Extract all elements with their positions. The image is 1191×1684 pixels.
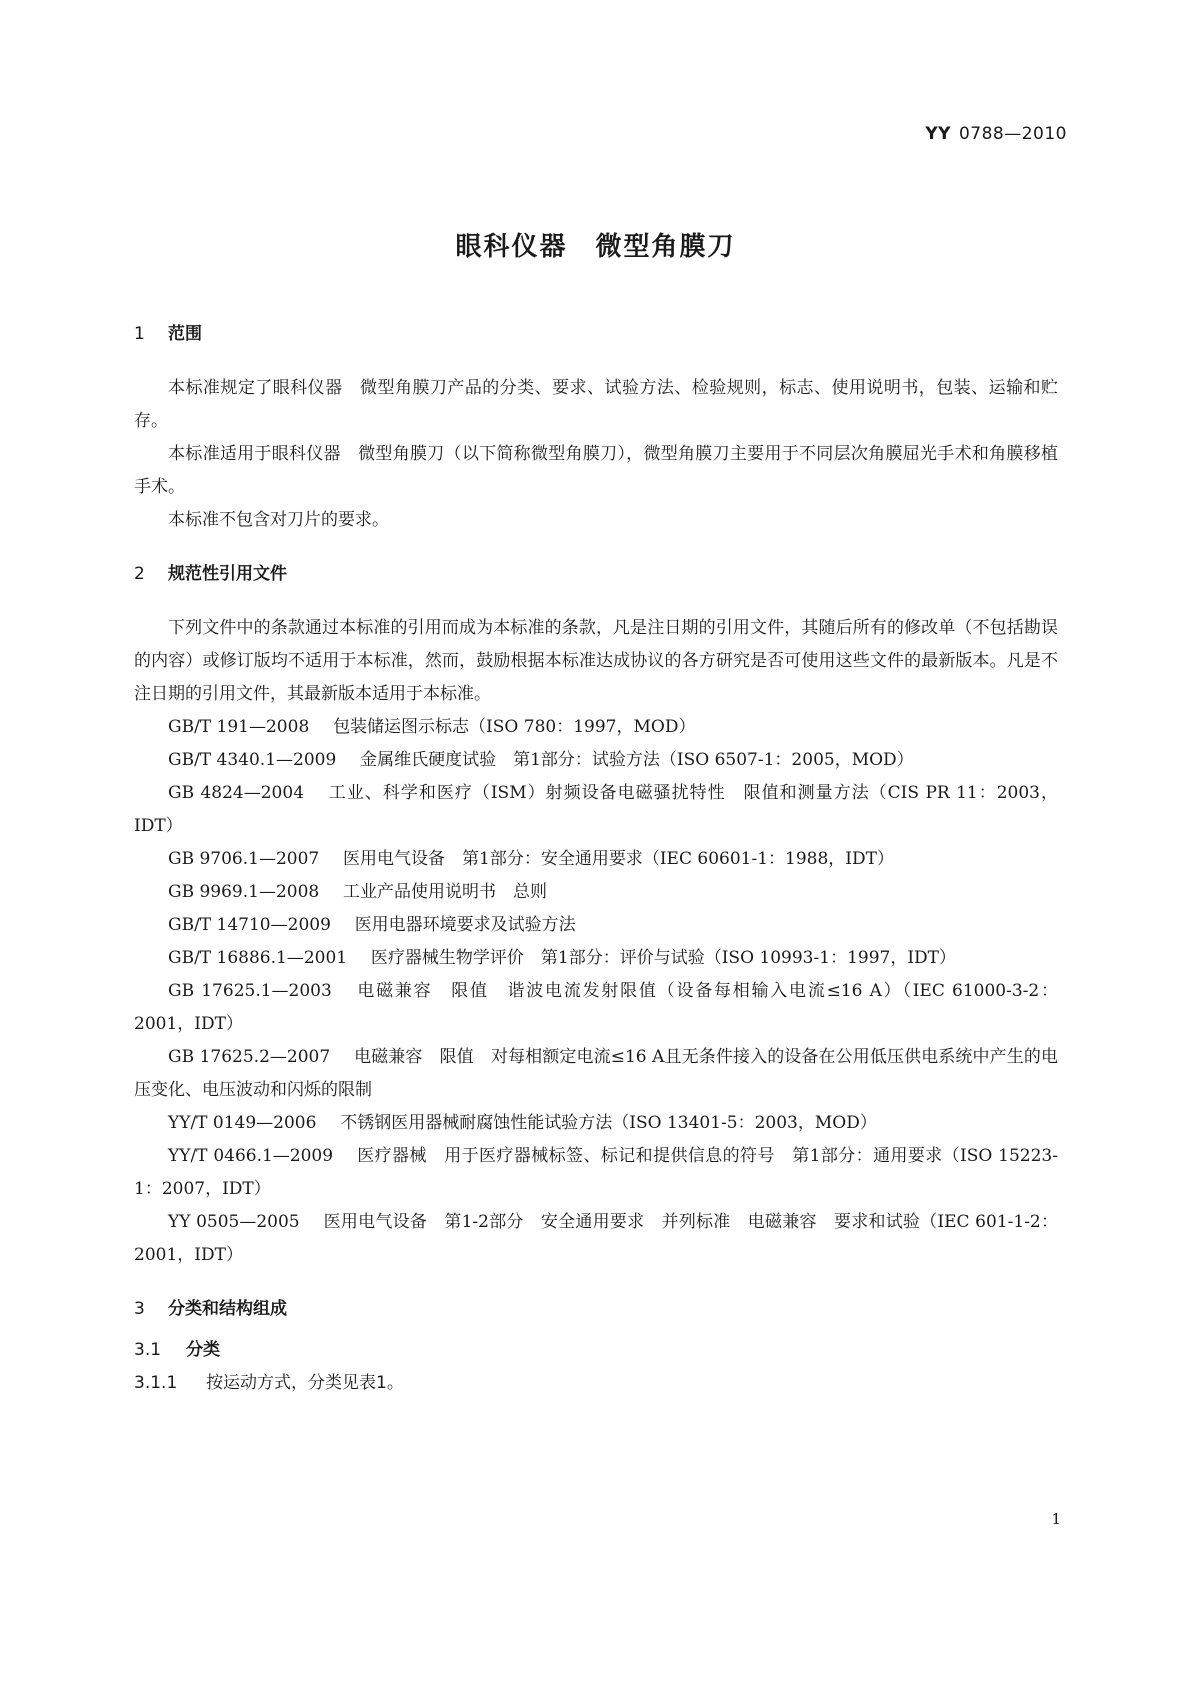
reference-code: GB 17625.1—2003: [168, 981, 332, 1001]
section-1-paragraph-2: 本标准适用于眼科仪器 微型角膜刀（以下简称微型角膜刀），微型角膜刀主要用于不同层次角膜屈光手术和角膜移植手术。: [134, 444, 1058, 497]
reference-title: 电磁兼容 限值 谐波电流发射限值（设备每相输入电流≤16 A）（IEC 61000-3-2：2001，IDT）: [134, 981, 1058, 1034]
subsection-title: 分类: [186, 1340, 220, 1360]
reference-title: 医疗器械生物学评价 第1部分：评价与试验（ISO 10993-1：1997，IDT）: [370, 948, 957, 968]
reference-title: 工业、科学和医疗（ISM）射频设备电磁骚扰特性 限值和测量方法（CIS PR 11：2003，IDT）: [134, 783, 1058, 836]
subsection-number: 3.1: [134, 1340, 162, 1360]
section-1-paragraph-3: 本标准不包含对刀片的要求。: [168, 510, 389, 530]
reference-item: [134, 909, 1058, 942]
section-number: 3: [134, 1299, 145, 1319]
reference-item: [134, 744, 1058, 777]
reference-code: YY 0505—2005: [168, 1212, 300, 1232]
reference-item: [134, 942, 1058, 975]
standard-code: 0788—2010: [958, 124, 1067, 144]
section-2-intro: 下列文件中的条款通过本标准的引用而成为本标准的条款，凡是注日期的引用文件，其随后所有的修改单（不包括勘误的内容）或修订版均不适用于本标准，然而，鼓励根据本标准达成协议的各方研究是否可使用这些文件的最新版本。凡是不注日期的引用文件，其最新版本适用于本标准。: [134, 618, 1058, 704]
section-title: 规范性引用文件: [168, 564, 287, 584]
section-2-heading: [134, 558, 1058, 591]
reference-code: GB/T 14710—2009: [168, 915, 331, 935]
reference-title: 医用电气设备 第1-2部分 安全通用要求 并列标准 电磁兼容 要求和试验（IEC 601-1-2：2001，IDT）: [134, 1212, 1058, 1265]
reference-title: 金属维氏硬度试验 第1部分：试验方法（ISO 6507-1：2005，MOD）: [360, 750, 914, 770]
section-title: 分类和结构组成: [168, 1299, 287, 1319]
clause-text: 按运动方式，分类见表1。: [206, 1373, 404, 1393]
clause-3-1-1: [134, 1367, 1058, 1400]
section-number: 1: [134, 324, 145, 344]
subsection-3-1-heading: [134, 1334, 1058, 1367]
reference-code: YY/T 0149—2006: [168, 1113, 317, 1133]
reference-title: 包装储运图示标志（ISO 780：1997，MOD）: [333, 717, 696, 737]
reference-code: GB 9969.1—2008: [168, 882, 320, 902]
section-3-heading: [134, 1293, 1058, 1326]
reference-item: [134, 1041, 1058, 1107]
reference-item: [134, 1140, 1058, 1206]
reference-item: [134, 711, 1058, 744]
reference-item: [134, 876, 1058, 909]
reference-item: [134, 843, 1058, 876]
standard-prefix: YY: [925, 124, 951, 144]
reference-title: 电磁兼容 限值 对每相额定电流≤16 A且无条件接入的设备在公用低压供电系统中产生的电压变化、电压波动和闪烁的限制: [134, 1047, 1058, 1100]
reference-code: YY/T 0466.1—2009: [168, 1146, 334, 1166]
reference-code: GB 17625.2—2007: [168, 1047, 331, 1067]
reference-title: 医疗器械 用于医疗器械标签、标记和提供信息的符号 第1部分：通用要求（ISO 15223-1：2007，IDT）: [134, 1146, 1058, 1199]
reference-item: [134, 1206, 1058, 1272]
section-1-heading: [134, 318, 1058, 351]
reference-item: [134, 777, 1058, 843]
reference-code: GB/T 16886.1—2001: [168, 948, 348, 968]
page-number: 1: [1051, 1510, 1061, 1528]
reference-code: GB 4824—2004: [168, 783, 305, 803]
reference-code: GB/T 191—2008: [168, 717, 310, 737]
reference-title: 不锈钢医用器械耐腐蚀性能试验方法（ISO 13401-5：2003，MOD）: [340, 1113, 877, 1133]
standard-header: [925, 124, 1067, 144]
reference-title: 工业产品使用说明书 总则: [343, 882, 548, 902]
clause-number: 3.1.1: [134, 1373, 178, 1393]
document-body: [134, 318, 1058, 1400]
reference-title: 医用电器环境要求及试验方法: [354, 915, 576, 935]
section-title: 范围: [168, 324, 202, 344]
section-number: 2: [134, 564, 145, 584]
section-1-paragraph-1: 本标准规定了眼科仪器 微型角膜刀产品的分类、要求、试验方法、检验规则，标志、使用说明书，包装、运输和贮存。: [134, 378, 1058, 431]
reference-code: GB/T 4340.1—2009: [168, 750, 337, 770]
document-title: 眼科仪器 微型角膜刀: [455, 232, 736, 262]
reference-title: 医用电气设备 第1部分：安全通用要求（IEC 60601-1：1988，IDT）: [343, 849, 894, 869]
reference-code: GB 9706.1—2007: [168, 849, 320, 869]
reference-item: [134, 1107, 1058, 1140]
reference-item: [134, 975, 1058, 1041]
